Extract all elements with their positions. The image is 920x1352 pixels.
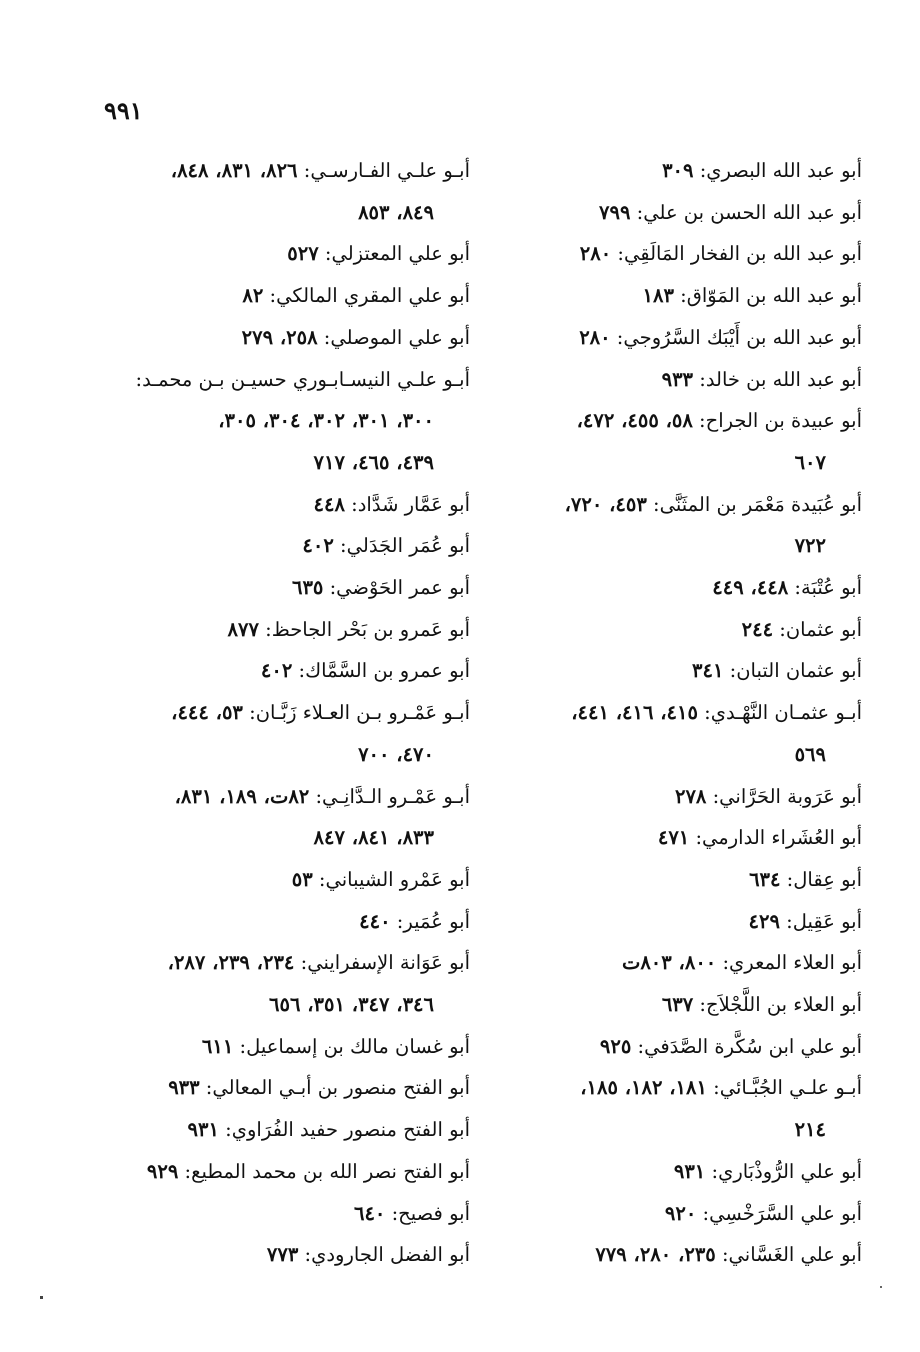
entry-page-refs: ٢٤٤ xyxy=(741,617,774,641)
entry-separator: : xyxy=(297,159,311,182)
entry-page-refs: ٦٣٧ xyxy=(661,993,694,1017)
entry-page-refs: ٤٤٨، ٤٤٩ xyxy=(712,576,789,600)
entry-name: أبو علي الرُّوذْبَاري xyxy=(718,1159,862,1183)
entry-separator: : xyxy=(723,659,737,683)
right-index-column xyxy=(500,150,862,1276)
entry-name: أبو عُمَير xyxy=(403,909,470,933)
page-number: ٩٩١ xyxy=(104,96,143,125)
entry-page-refs-continued: ٢١٤ xyxy=(794,1118,826,1142)
index-entry xyxy=(110,650,470,692)
entry-page-refs: ٩٣١ xyxy=(187,1118,219,1142)
entry-separator: : xyxy=(333,534,347,558)
entry-page-refs-continued: ٤٣٩، ٤٦٥، ٧١٧ xyxy=(313,450,434,474)
entry-name: أبو عُتْبَة xyxy=(801,576,862,600)
index-entry xyxy=(500,692,862,775)
index-entry xyxy=(110,1109,470,1151)
entry-separator: : xyxy=(233,1034,247,1058)
entry-name: أبو عَمْرو الشيباني xyxy=(325,867,470,891)
entry-name: أبو عبد الله بن خالد xyxy=(705,367,862,391)
entry-separator: : xyxy=(630,200,644,224)
entry-page-refs: ٧٩٩ xyxy=(599,200,631,224)
index-entry xyxy=(500,192,862,234)
entry-separator: : xyxy=(673,284,687,308)
entry-page-refs: ٨٢ xyxy=(242,284,264,308)
entry-page-refs: ٣٤١ xyxy=(692,659,724,683)
entry-separator: : xyxy=(318,242,332,266)
entry-page-refs: ١٨١، ١٨٢، ١٨٥، xyxy=(580,1076,707,1100)
entry-separator: : xyxy=(344,492,358,516)
index-entry xyxy=(110,1234,470,1276)
entry-separator: : xyxy=(780,867,794,891)
entry-page-refs: ٧٧٣ xyxy=(266,1243,299,1267)
entry-page-refs: ٤٤٨ xyxy=(313,492,345,516)
entry-name: أبـو علـي الفـارسـي xyxy=(310,159,470,182)
index-entry xyxy=(500,359,862,401)
index-entry xyxy=(110,484,470,526)
entry-separator: : xyxy=(323,576,337,600)
entry-name: أبو عثمان xyxy=(785,617,862,641)
index-entry xyxy=(110,1026,470,1068)
entry-name: أبو عبد الله الحسن بن علي xyxy=(643,200,862,224)
index-entry xyxy=(500,859,862,901)
entry-separator: : xyxy=(199,1076,213,1100)
entry-page-refs: ٢٨٠ xyxy=(579,242,612,266)
entry-name: أبو فصيح xyxy=(398,1201,470,1225)
entry-name: أبو الفضل الجارودي xyxy=(311,1243,470,1267)
entry-name: أبو عَمرو بن بَحْر الجاحظ xyxy=(271,617,470,641)
entry-separator: : xyxy=(693,367,706,391)
entry-name: أبو علي المعتزلي xyxy=(331,242,470,266)
entry-name: أبـو عَمْـرو الـدَّانِـي xyxy=(322,784,470,808)
entry-separator: : xyxy=(309,784,323,808)
index-entry xyxy=(500,942,862,984)
entry-name: أبو عَوَانة الإسفرايني xyxy=(307,951,470,975)
entry-separator: : xyxy=(692,409,706,433)
entry-page-refs: ٦٣٤ xyxy=(749,867,781,891)
index-entry xyxy=(500,567,862,609)
index-entry xyxy=(500,317,862,359)
index-entry xyxy=(110,525,470,567)
entry-separator: : xyxy=(611,242,624,266)
entry-separator: : xyxy=(706,784,720,808)
index-entry xyxy=(110,609,470,651)
index-entry xyxy=(110,359,470,484)
left-index-column xyxy=(110,150,470,1276)
entry-page-refs: ٤٥٣، ٧٢٠، xyxy=(564,492,647,516)
entry-separator: : xyxy=(258,617,272,641)
entry-separator: : xyxy=(788,576,802,600)
entry-separator: : xyxy=(317,325,331,349)
entry-page-refs: ٤٤٠ xyxy=(359,909,391,933)
entry-name: أبو عِقال xyxy=(793,867,862,891)
index-entry xyxy=(110,150,470,233)
entry-page-refs: ٢٥٨، ٢٧٩ xyxy=(241,325,318,349)
entry-separator: : xyxy=(292,659,306,683)
index-entry xyxy=(110,692,470,775)
entry-page-refs: ٩٢٠ xyxy=(664,1201,697,1225)
index-entry xyxy=(500,1151,862,1193)
entry-name: أبو عمرو بن السَّمَّاك xyxy=(305,659,470,683)
entry-name: أبـو عثمـان النَّهْـدي xyxy=(710,701,862,725)
entry-separator: : xyxy=(716,951,730,975)
entry-page-refs-continued: ٨٣٣، ٨٤١، ٨٤٧ xyxy=(313,826,434,850)
entry-page-refs: ٤٧١ xyxy=(657,826,690,850)
index-entry xyxy=(500,1234,862,1276)
entry-page-refs-continued: ٦٠٧ xyxy=(794,450,826,474)
index-entry xyxy=(500,776,862,818)
entry-separator: : xyxy=(294,951,308,975)
index-entry xyxy=(500,901,862,943)
index-entry xyxy=(500,1067,862,1150)
entry-page-refs: ٣٠٩ xyxy=(662,159,694,182)
entry-page-refs: ٤١٥، ٤١٦، ٤٤١، xyxy=(571,701,698,725)
entry-separator: : xyxy=(696,1201,710,1225)
entry-name: أبو عبد الله البصري xyxy=(706,159,862,182)
entry-name: أبو عبد الله بن الفخار المَالَقِي xyxy=(623,242,862,266)
entry-page-refs-continued: ٨٤٩، ٨٥٣ xyxy=(358,200,434,224)
entry-page-refs: ٩٣٣ xyxy=(661,367,694,391)
entry-separator: : xyxy=(218,1118,232,1142)
entry-page-refs-continued: ٥٦٩ xyxy=(794,742,826,766)
entry-page-refs: ٥٣، ٤٤٤، xyxy=(171,701,243,725)
entry-name: أبو عُبَيدة مَعْمَر بن المثَنَّى xyxy=(659,492,862,516)
entry-name: أبو علي المقري المالكي xyxy=(276,284,470,308)
entry-page-refs: ٥٨، ٤٥٥، ٤٧٢، xyxy=(576,409,693,433)
entry-page-refs: ٩٣١ xyxy=(673,1159,706,1183)
entry-page-refs: ٨٧٧ xyxy=(227,617,259,641)
entry-page-refs: ٩٣٣ xyxy=(168,1076,200,1100)
entry-name: أبـو عَمْـرو بـن العـلاء زَبَّـان xyxy=(255,701,470,725)
scan-speck xyxy=(880,1286,882,1288)
entry-page-refs-continued: ٣٠٠، ٣٠١، ٣٠٢، ٣٠٤، ٣٠٥، xyxy=(218,409,434,433)
index-entry xyxy=(500,150,862,192)
index-entry xyxy=(500,650,862,692)
entry-page-refs: ٨٢ت، ١٨٩، ٨٣١، xyxy=(174,784,310,808)
entry-separator: : xyxy=(312,867,326,891)
entry-page-refs: ٢٣٥، ٢٨٠، ٧٧٩ xyxy=(595,1243,716,1267)
entry-name: أبو الفتح منصور حفيد الفُرَاوي xyxy=(231,1118,470,1142)
entry-separator: : xyxy=(242,701,256,725)
entry-name: أبو عَمَّار شَدَّاد xyxy=(357,492,470,516)
entry-name: أبو العلاء بن اللَّجْلاَج xyxy=(706,993,862,1017)
entry-page-refs: ٤٠٢ xyxy=(260,659,293,683)
entry-page-refs: ٤٢٩ xyxy=(748,909,780,933)
index-entry xyxy=(500,233,862,275)
entry-page-refs: ٥٢٧ xyxy=(287,242,319,266)
entry-name: أبو العُشَراء الدارمي xyxy=(702,826,862,850)
entry-separator: : xyxy=(693,993,707,1017)
entry-separator: : xyxy=(773,617,786,641)
index-entry xyxy=(110,901,470,943)
entry-page-refs: ٢٣٤، ٢٣٩، ٢٨٧، xyxy=(167,951,295,975)
entry-page-refs: ٩٢٥ xyxy=(599,1034,632,1058)
entry-separator: : xyxy=(705,1159,719,1183)
entry-page-refs: ١٨٣ xyxy=(642,284,674,308)
index-entry xyxy=(500,400,862,483)
entry-separator: : xyxy=(779,909,793,933)
entry-page-refs: ٦١١ xyxy=(201,1034,234,1058)
index-entry xyxy=(500,1026,862,1068)
entry-page-refs: ٦٤٠ xyxy=(353,1201,386,1225)
index-entry xyxy=(500,984,862,1026)
entry-name: أبو علي ابن سُكَّرة الصَّدَفي xyxy=(644,1034,862,1058)
entry-page-refs-continued: ٣٤٦، ٣٤٧، ٣٥١، ٦٥٦ xyxy=(269,993,434,1017)
entry-name: أبو علي الغَسَّاني xyxy=(728,1243,862,1267)
entry-name: أبو عَقِيل xyxy=(792,909,862,933)
entry-name: أبو العلاء المعري xyxy=(729,951,862,975)
entry-separator: : xyxy=(689,826,703,850)
entry-name: أبو علي الموصلي xyxy=(330,325,470,349)
scan-speck xyxy=(40,1296,43,1299)
index-entry xyxy=(110,233,470,275)
entry-separator: : xyxy=(706,1076,720,1100)
entry-name: أبو عبيدة بن الجراح xyxy=(705,409,862,433)
entry-name: أبـو علـي الجُبَّـائي xyxy=(719,1076,862,1100)
index-entry xyxy=(110,1151,470,1193)
entry-separator: : xyxy=(390,909,404,933)
entry-name: أبو عثمان التبان xyxy=(736,659,862,683)
entry-name: أبو عَرَوبة الحَرَّاني xyxy=(719,784,862,808)
entry-separator: : xyxy=(385,1201,399,1225)
entry-name: أبو عبد الله بن أَيْبَك السَّرُوجي xyxy=(623,325,862,349)
entry-separator: : xyxy=(715,1243,729,1267)
index-entry xyxy=(110,776,470,859)
entry-name: أبو الفتح منصور بن أبـي المعالي xyxy=(212,1076,470,1100)
index-entry xyxy=(110,275,470,317)
entry-page-refs: ٢٧٨ xyxy=(674,784,707,808)
entry-page-refs: ٨٠٠، ٨٠٣ت xyxy=(621,951,717,975)
entry-separator: : xyxy=(298,1243,312,1267)
entry-separator: : xyxy=(178,1159,192,1183)
index-entry xyxy=(110,1193,470,1235)
index-entry xyxy=(500,609,862,651)
entry-separator: : xyxy=(263,284,277,308)
entry-separator: : xyxy=(697,701,711,725)
entry-separator: : xyxy=(631,1034,645,1058)
entry-page-refs: ٦٣٥ xyxy=(291,576,324,600)
index-entry xyxy=(500,817,862,859)
entry-name: أبو عمر الحَوْضي xyxy=(336,576,470,600)
index-entry xyxy=(500,484,862,567)
entry-name: أبو علي السَّرَخْسِي xyxy=(709,1201,862,1225)
index-entry xyxy=(110,1067,470,1109)
entry-page-refs-continued: ٧٢٢ xyxy=(794,534,826,558)
entry-name: أبو الفتح نصر الله بن محمد المطيع xyxy=(191,1159,470,1183)
index-entry xyxy=(500,1193,862,1235)
entry-page-refs: ٤٠٢ xyxy=(302,534,334,558)
entry-page-refs: ٩٢٩ xyxy=(146,1159,179,1183)
entry-name: أبو غسان مالك بن إسماعيل xyxy=(246,1034,470,1058)
entry-page-refs-continued: ٤٧٠، ٧٠٠ xyxy=(358,742,434,766)
entry-separator: : xyxy=(693,159,707,182)
entry-page-refs: ٥٣ xyxy=(291,867,313,891)
index-entry xyxy=(110,859,470,901)
index-entry xyxy=(110,567,470,609)
entry-page-refs: ٢٨٠ xyxy=(579,325,611,349)
entry-name: أبـو علـي النيسـابـوري حسيـن بـن محمـد xyxy=(142,367,470,391)
index-entry xyxy=(110,317,470,359)
entry-separator: : xyxy=(646,492,660,516)
entry-separator: : xyxy=(610,325,624,349)
index-entry xyxy=(110,942,470,1025)
entry-page-refs: ٨٢٦، ٨٣١، ٨٤٨، xyxy=(170,159,298,182)
entry-separator: : xyxy=(135,367,143,391)
entry-name: أبو عبد الله بن المَوّاق xyxy=(686,284,862,308)
entry-name: أبو عُمَر الجَدَلي xyxy=(346,534,470,558)
index-entry xyxy=(500,275,862,317)
